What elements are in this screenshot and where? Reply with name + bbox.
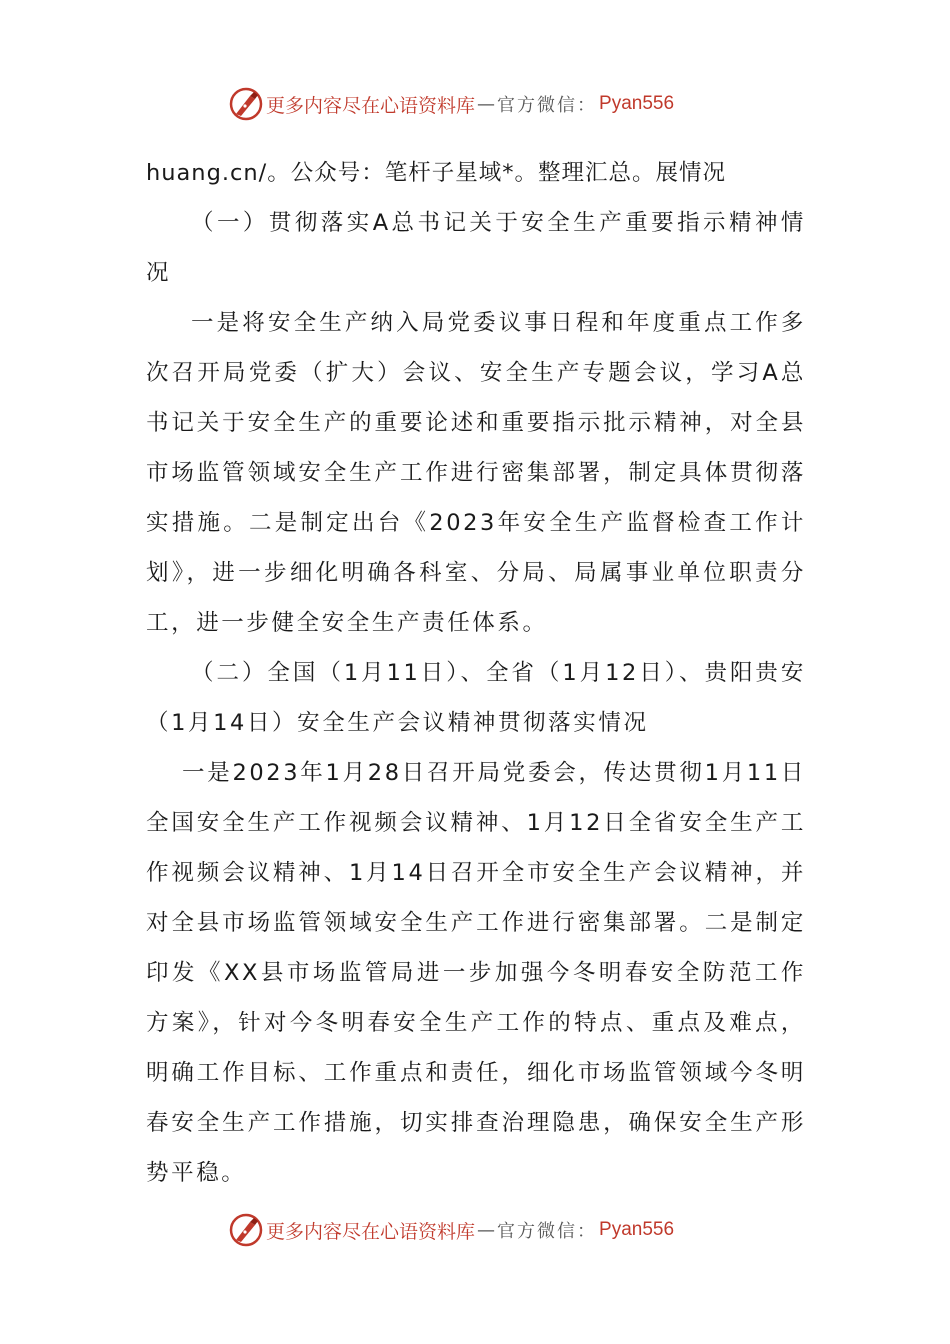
- pen-nib-logo-icon: [228, 1212, 264, 1248]
- pen-nib-logo-icon: [228, 86, 264, 122]
- banner-text: 更多内容尽在心语资料库: [266, 94, 476, 117]
- document-body: [146, 148, 806, 1198]
- footer-banner: [228, 1210, 674, 1250]
- banner-separator: —: [477, 1219, 496, 1241]
- banner-wechat-label: 官方微信：: [497, 1221, 598, 1242]
- paragraph-section-2: 一是2023年1月28日召开局党委会，传达贯彻1月11日全国安全生产工作视频会议精神、1月12日全省安全生产工作视频会议精神、1月14日召开全市安全生产会议精神，并对全县市场监管领域安全生产工作进行密集部署。二是制定印发《XX县市场监管局进一步加强今冬明春安全防范工作方案》，针对今冬明春安全生产工作的特点、重点及难点，明确工作目标、工作重点和责任，细化市场监管领域今冬明春安全生产工作措施，切实排查治理隐患，确保安全生产形势平稳。: [146, 760, 806, 1186]
- section-heading-1: （一）贯彻落实A总书记关于安全生产重要指示精神情况: [146, 210, 806, 286]
- paragraph-intro: huang.cn/。公众号：笔杆子星域*。整理汇总。展情况: [146, 160, 726, 186]
- banner-text: 更多内容尽在心语资料库: [266, 1220, 476, 1243]
- banner-wechat-label: 官方微信：: [497, 95, 598, 116]
- section-heading-2: （二）全国（1月11日）、全省（1月12日）、贵阳贵安（1月14日）安全生产会议精神贯彻落实情况: [146, 660, 806, 736]
- paragraph-section-1: 一是将安全生产纳入局党委议事日程和年度重点工作多次召开局党委（扩大）会议、安全生产专题会议，学习A总书记关于安全生产的重要论述和重要指示批示精神，对全县市场监管领域安全生产工作进行密集部署，制定具体贯彻落实措施。二是制定出台《2023年安全生产监督检查工作计划》，进一步细化明确各科室、分局、局属事业单位职责分工，进一步健全安全生产责任体系。: [146, 310, 806, 636]
- banner-wechat-id: Pyan556: [599, 93, 675, 114]
- banner-wechat-id: Pyan556: [599, 1219, 675, 1240]
- header-banner: [228, 84, 674, 124]
- banner-separator: —: [477, 93, 496, 115]
